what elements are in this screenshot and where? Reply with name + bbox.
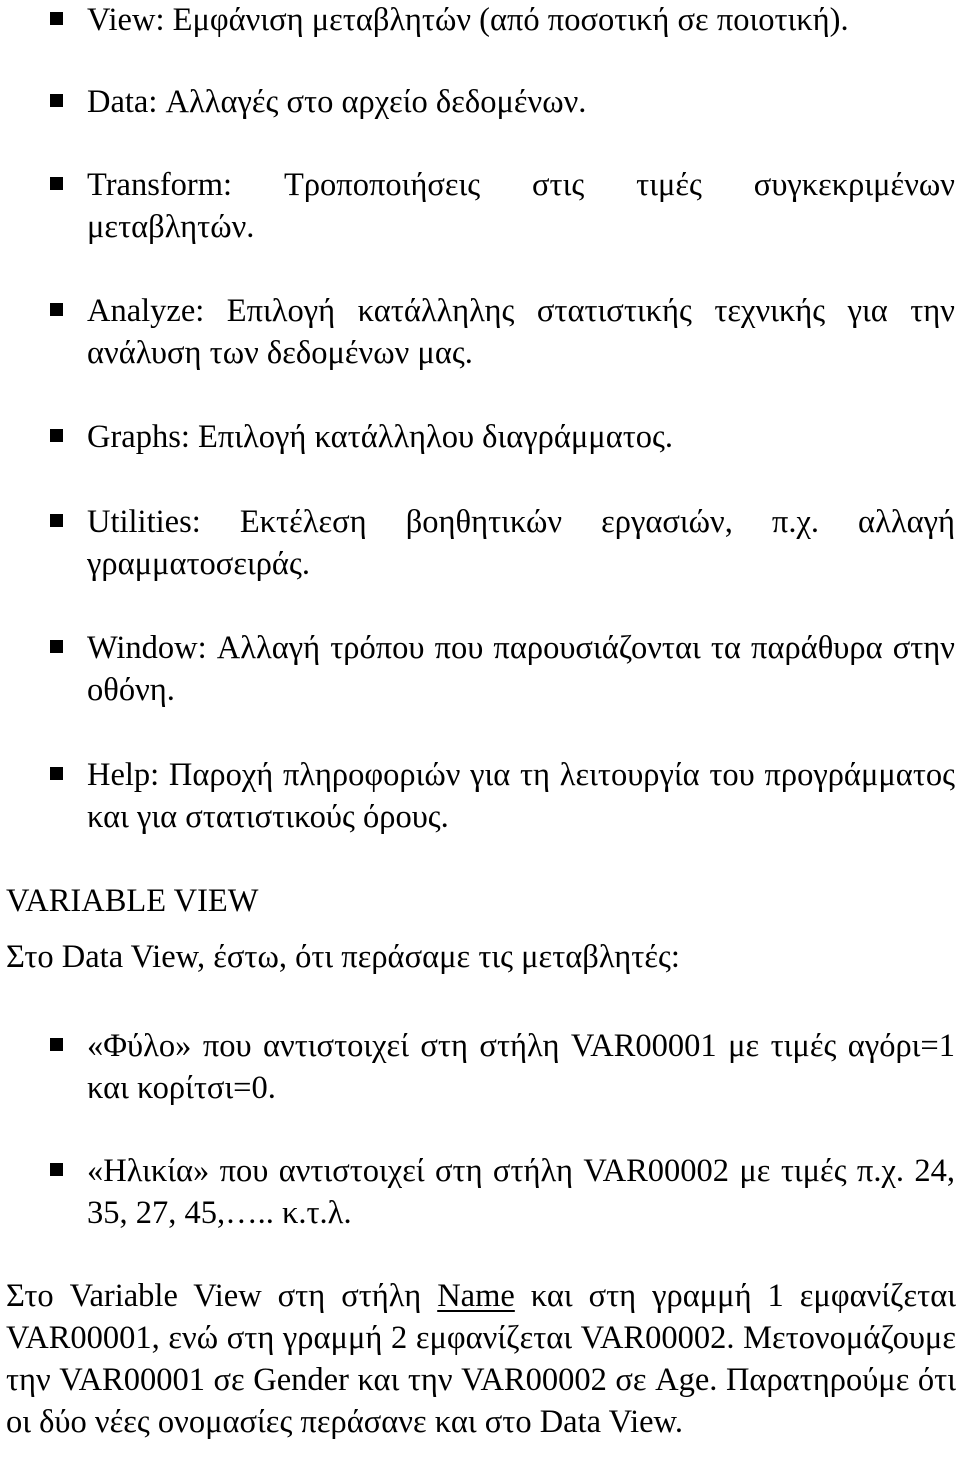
square-bullet-icon	[50, 177, 63, 190]
square-bullet-icon	[50, 514, 63, 527]
menu-item-text: Utilities: Εκτέλεση βοηθητικών εργασιών, π.χ. αλλαγή γραμματοσειράς.	[87, 504, 955, 582]
square-bullet-icon	[50, 12, 63, 25]
square-bullet-icon	[50, 1163, 63, 1176]
square-bullet-icon	[50, 767, 63, 780]
square-bullet-icon	[50, 94, 63, 107]
square-bullet-icon	[50, 1038, 63, 1051]
menu-item-text: Window: Αλλαγή τρόπου που παρουσιάζονται τα παράθυρα στην οθόνη.	[87, 630, 955, 708]
square-bullet-icon	[50, 303, 63, 316]
underlined-term-name: Name	[437, 1278, 515, 1314]
variable-item-text: «Ηλικία» που αντιστοιχεί στη στήλη VAR00002 με τιμές π.χ. 24, 35, 27, 45,….. κ.τ.λ.	[87, 1153, 955, 1231]
menu-item-text: View: Εμφάνιση μεταβλητών (από ποσοτική σε ποιοτική).	[87, 2, 849, 38]
menu-item-text: Transform: Τροποποιήσεις στις τιμές συγκεκριμένων μεταβλητών.	[87, 167, 955, 245]
closing-paragraph	[6, 1275, 956, 1443]
closing-paragraph-rest: και στη γραμμή 1 εμφανίζεται VAR00001, ενώ στη γραμμή 2 εμφανίζεται VAR00002. Μετονομάζουμε την VAR00001 σε Gender και την VAR00002 σε Age. Παρατηρούμε ότι οι δύο νέες ονομασίες περάσανε και στο Data View.	[6, 1278, 956, 1440]
menu-item-text: Help: Παροχή πληροφοριών για τη λειτουργία του προγράμματος και για στατιστικούς όρους.	[87, 757, 955, 835]
closing-paragraph-start: Στο Variable View στη στήλη	[6, 1278, 438, 1314]
intro-line: Στο Data View, έστω, ότι περάσαμε τις μεταβλητές:	[6, 939, 680, 975]
menu-item-text: Graphs: Επιλογή κατάλληλου διαγράμματος.	[87, 419, 674, 455]
menu-item-text: Analyze: Επιλογή κατάλληλης στατιστικής τεχνικής για την ανάλυση των δεδομένων μας.	[87, 293, 955, 371]
square-bullet-icon	[50, 640, 63, 653]
menu-item-text: Data: Αλλαγές στο αρχείο δεδομένων.	[87, 84, 587, 120]
variable-item-text: «Φύλο» που αντιστοιχεί στη στήλη VAR00001 με τιμές αγόρι=1 και κορίτσι=0.	[87, 1028, 955, 1106]
section-heading: VARIABLE VIEW	[6, 883, 259, 919]
square-bullet-icon	[50, 429, 63, 442]
